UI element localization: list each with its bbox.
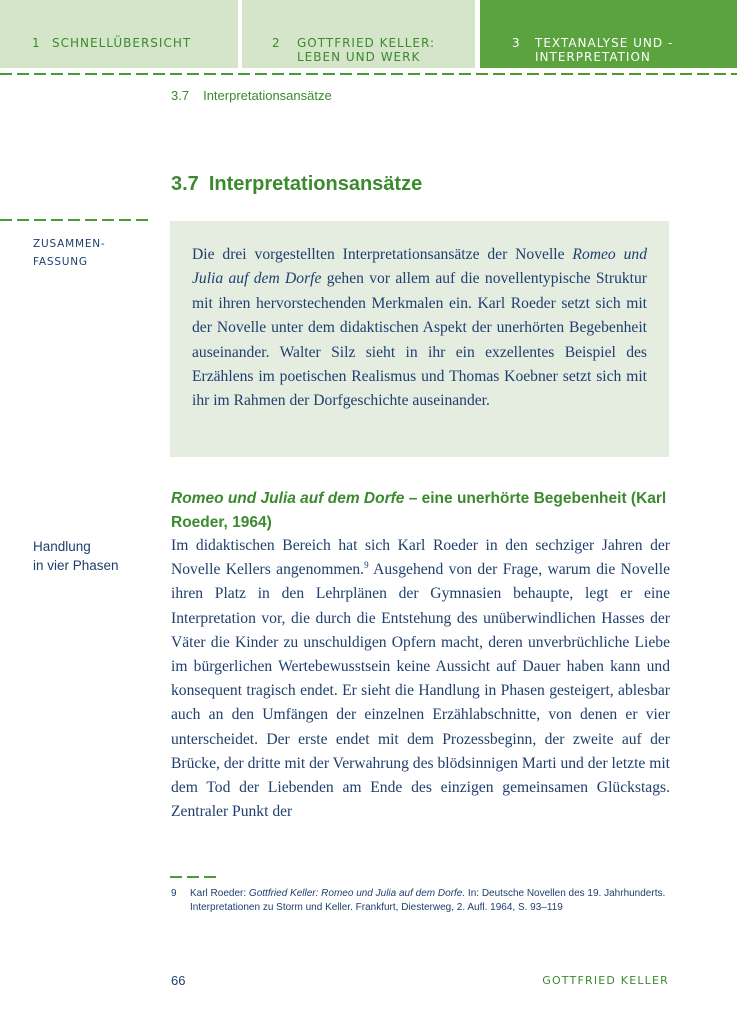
novel-title: Romeo und Julia auf dem Dorfe — [192, 246, 647, 288]
margin-label-summary: ZUSAMMEN- FASSUNG — [33, 238, 106, 268]
margin-note: Handlung in vier Phasen — [33, 539, 119, 573]
page-number: 66 — [171, 973, 186, 988]
chapter-tabs — [0, 0, 737, 68]
tab-label: TEXTANALYSE UND -INTERPRETATION — [535, 36, 674, 64]
running-head-number: 3.7 — [171, 88, 190, 103]
tab-label: SCHNELLÜBERSICHT — [52, 36, 192, 50]
tab-schnelluebersicht[interactable] — [0, 0, 238, 68]
footer-author: GOTTFRIED KELLER — [542, 974, 669, 987]
tab-number: 2 — [272, 36, 281, 50]
summary-box: Die drei vorgestellten Interpretationsansätze der Novelle Romeo und Julia auf dem Dorfe gehen vor allem auf die novellentypische Struktur mit ihren hervorstechenden Merkmalen ein. Karl Roeder setzt sich mit der Novelle unter dem didaktischen Aspekt der unerhörten Begebenheit auseinander. Walter Silz sieht in ihr ein exzellentes Beispiel des Erzählens im poetischen Realismus und Thomas Koebner setzt sich mit ihr im Rahmen der Dorfgeschichte auseinander. — [170, 221, 669, 457]
body-text: Im didaktischen Bereich hat sich Karl Roeder in den sechziger Jahren der Novelle Kellers angenommen.$^9$ Ausgehend von der Frage, warum die Novelle ihren Platz in den Lehrplänen der Gymnasien behaupte, legt er eine Interpretation vor, die durch die Entstehung des unüberwindlichen Hasses der Väter die Kinder zu unschuldigen Opfern macht, deren unverbrüchliche Liebe im bürgerlichen Wertebewusstsein keine Aussicht auf Dauer haben kann und konsequent tragisch endet. Er sieht die Handlung in Phasen gesteigert, ablesbar auch an den Umfängen der einzelnen Erzählabschnitte, von denen er vier unterscheidet. Der erste endet mit dem Prozessbeginn, der zweite auf der Brücke, der dritte mit der Verwahrung des blödsinnigen Marti und der letzte mit dem Tod der Liebenden am Ende des einzigen gemeinsamen Glückstags. Zentraler Punkt der — [171, 537, 671, 821]
tab-label: GOTTFRIED KELLER: LEBEN UND WERK — [297, 36, 436, 64]
footnote-divider — [170, 876, 220, 878]
tab-number: 1 — [32, 36, 41, 50]
section-heading — [171, 173, 422, 196]
footnote-reference[interactable]: 9 — [364, 560, 369, 571]
subsection-heading-rest: – eine unerhörte Begebenheit (Karl Roeder, 1964) — [171, 490, 667, 531]
section-heading-title: Interpretationsansätze — [208, 173, 423, 195]
header-dashed-divider — [0, 73, 737, 75]
tab-leben-und-werk[interactable] — [242, 0, 475, 68]
footnote-text: Karl Roeder: Gottfried Keller: Romeo und Julia auf dem Dorfe. In: Deutsche Novellen des 19. Jahrhunderts. Interpretationen zu Storm und Keller. Frankfurt, Diesterweg, 2. Aufl. 1964, S. 93–119 — [190, 888, 666, 913]
section-heading-number: 3.7 — [171, 173, 199, 195]
tab-number: 3 — [512, 36, 521, 50]
running-head — [171, 88, 332, 103]
running-head-title: Interpretationsansätze — [203, 88, 332, 103]
tab-textanalyse-active[interactable] — [480, 0, 737, 68]
footnote — [171, 887, 671, 915]
subsection-heading — [171, 487, 671, 535]
footnote-number: 9 — [171, 888, 177, 899]
margin-dashed-divider — [0, 219, 148, 221]
subsection-heading-italic: Romeo und Julia auf dem Dorfe — [171, 490, 405, 507]
